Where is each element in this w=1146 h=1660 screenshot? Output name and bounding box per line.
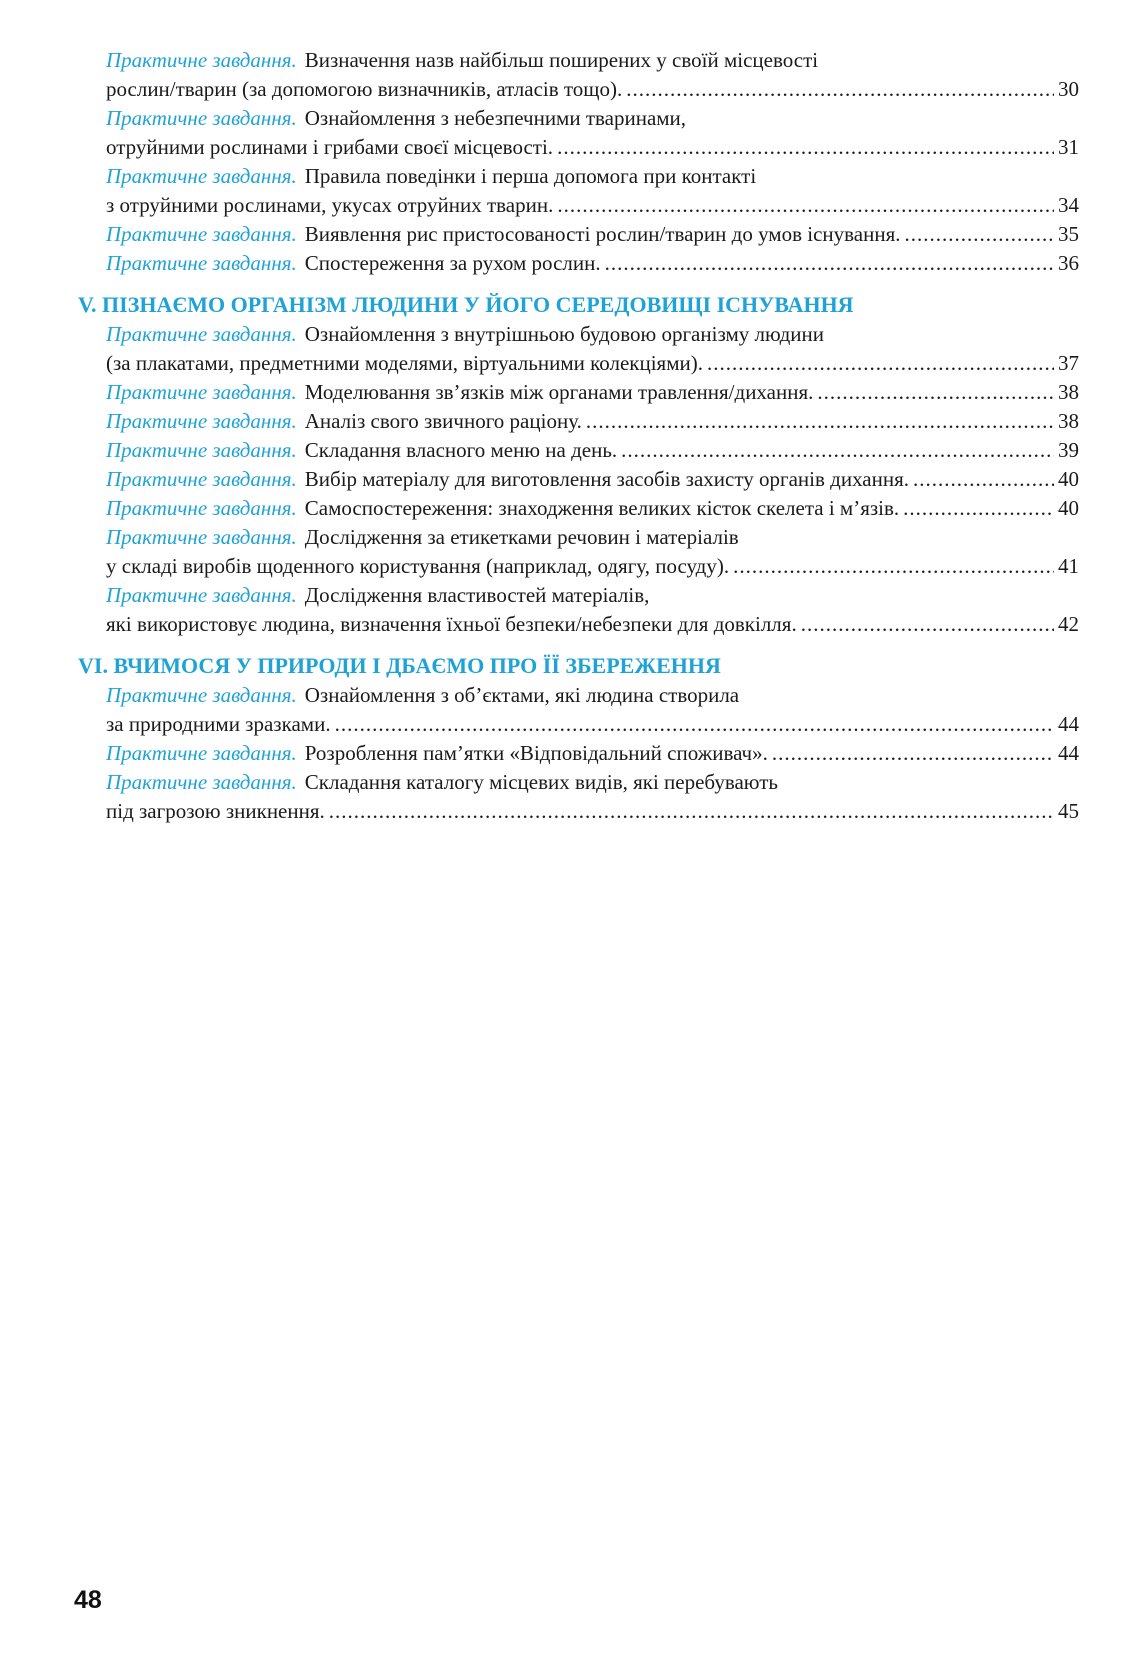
- toc-entry: [78, 162, 1079, 220]
- entry-page: 35: [1058, 222, 1079, 246]
- entry-title: Виявлення рис пристосованості рослин/тварин до умов існування.: [304, 222, 901, 246]
- entry-page: 44: [1058, 712, 1079, 736]
- entry-title: Ознайомлення з внутрішньою будовою організму людини: [304, 322, 824, 346]
- entry-prefix: Практичне завдання.: [106, 496, 297, 520]
- toc-entry: [78, 768, 1079, 826]
- toc-entry: [78, 739, 1079, 768]
- entry-page: 40: [1058, 496, 1079, 520]
- entry-prefix: Практичне завдання.: [106, 251, 297, 275]
- dot-leader: [605, 249, 1054, 278]
- toc-entry: [78, 104, 1079, 162]
- entry-page: 42: [1058, 612, 1079, 636]
- dot-leader: [913, 465, 1054, 494]
- entry-title: Дослідження властивостей матеріалів,: [304, 583, 650, 607]
- entry-title: Аналіз свого звичного раціону.: [304, 409, 582, 433]
- entry-title-cont: які використовує людина, визначення їхньої безпеки/небезпеки для довкілля.: [106, 612, 797, 636]
- toc-entry: [78, 523, 1079, 581]
- entry-title-cont: (за плакатами, предметними моделями, віртуальними колекціями).: [106, 351, 703, 375]
- dot-leader: [335, 710, 1054, 739]
- toc-entry: [78, 249, 1079, 278]
- toc-entry: [78, 46, 1079, 104]
- entry-page: 38: [1058, 409, 1079, 433]
- dot-leader: [329, 797, 1054, 826]
- dot-leader: [817, 378, 1054, 407]
- entry-title: Складання каталогу місцевих видів, які перебувають: [304, 770, 778, 794]
- entry-prefix: Практичне завдання.: [106, 409, 297, 433]
- dot-leader: [621, 436, 1054, 465]
- entry-page: 40: [1058, 467, 1079, 491]
- entry-title: Правила поведінки і перша допомога при контакті: [304, 164, 757, 188]
- page-number: 48: [74, 1586, 102, 1614]
- dot-leader: [772, 739, 1054, 768]
- entry-prefix: Практичне завдання.: [106, 48, 297, 72]
- toc-entry: [78, 581, 1079, 639]
- table-of-contents: [78, 46, 1079, 826]
- entry-title: Складання власного меню на день.: [304, 438, 618, 462]
- entry-page: 31: [1058, 135, 1079, 159]
- entry-title-cont: з отруйними рослинами, укусах отруйних тварин.: [106, 193, 554, 217]
- entry-title: Самоспостереження: знаходження великих кісток скелета і м’язів.: [304, 496, 900, 520]
- entry-prefix: Практичне завдання.: [106, 467, 297, 491]
- dot-leader: [626, 75, 1054, 104]
- entry-prefix: Практичне завдання.: [106, 164, 297, 188]
- dot-leader: [801, 610, 1054, 639]
- entry-page: 38: [1058, 380, 1079, 404]
- entry-title: Розроблення пам’ятки «Відповідальний споживач».: [304, 741, 768, 765]
- entry-page: 45: [1058, 799, 1079, 823]
- toc-entry: [78, 220, 1079, 249]
- toc-entry: [78, 407, 1079, 436]
- entry-title: Дослідження за етикетками речовин і матеріалів: [304, 525, 739, 549]
- dot-leader: [707, 349, 1054, 378]
- entry-title: Спостереження за рухом рослин.: [304, 251, 601, 275]
- entry-prefix: Практичне завдання.: [106, 683, 297, 707]
- entry-prefix: Практичне завдання.: [106, 380, 297, 404]
- entry-page: 34: [1058, 193, 1079, 217]
- entry-page: 39: [1058, 438, 1079, 462]
- dot-leader: [557, 133, 1054, 162]
- entry-title: Моделювання зв’язків між органами травлення/дихання.: [304, 380, 814, 404]
- entry-prefix: Практичне завдання.: [106, 322, 297, 346]
- entry-title-cont: у складі виробів щоденного користування (наприклад, одягу, посуду).: [106, 554, 730, 578]
- entry-prefix: Практичне завдання.: [106, 106, 297, 130]
- toc-entry: [78, 681, 1079, 739]
- entry-title: Ознайомлення з об’єктами, які людина створила: [304, 683, 740, 707]
- entry-title-cont: за природними зразками.: [106, 712, 331, 736]
- entry-title-cont: отруйними рослинами і грибами своєї місцевості.: [106, 135, 554, 159]
- dot-leader: [905, 220, 1055, 249]
- toc-entry: [78, 436, 1079, 465]
- toc-entry: [78, 494, 1079, 523]
- toc-entry: [78, 378, 1079, 407]
- entry-title-cont: рослин/тварин (за допомогою визначників, атласів тощо).: [106, 77, 623, 101]
- entry-page: 36: [1058, 251, 1079, 275]
- entry-prefix: Практичне завдання.: [106, 438, 297, 462]
- entry-prefix: Практичне завдання.: [106, 222, 297, 246]
- entry-prefix: Практичне завдання.: [106, 741, 297, 765]
- entry-prefix: Практичне завдання.: [106, 770, 297, 794]
- entry-page: 41: [1058, 554, 1079, 578]
- dot-leader: [557, 191, 1054, 220]
- section-heading-v: V. ПІЗНАЄМО ОРГАНІЗМ ЛЮДИНИ У ЙОГО СЕРЕДОВИЩІ ІСНУВАННЯ: [78, 292, 854, 317]
- dot-leader: [586, 407, 1054, 436]
- toc-entry: [78, 320, 1079, 378]
- entry-title-cont: під загрозою зникнення.: [106, 799, 325, 823]
- dot-leader: [733, 552, 1054, 581]
- entry-page: 44: [1058, 741, 1079, 765]
- toc-entry: [78, 465, 1079, 494]
- entry-title: Вибір матеріалу для виготовлення засобів захисту органів дихання.: [304, 467, 910, 491]
- dot-leader: [903, 494, 1054, 523]
- section-heading-vi: VI. ВЧИМОСЯ У ПРИРОДИ І ДБАЄМО ПРО ЇЇ ЗБЕРЕЖЕННЯ: [78, 653, 721, 678]
- entry-page: 37: [1058, 351, 1079, 375]
- entry-prefix: Практичне завдання.: [106, 583, 297, 607]
- entry-page: 30: [1058, 77, 1079, 101]
- entry-title: Ознайомлення з небезпечними тваринами,: [304, 106, 687, 130]
- entry-prefix: Практичне завдання.: [106, 525, 297, 549]
- entry-title: Визначення назв найбільш поширених у своїй місцевості: [304, 48, 819, 72]
